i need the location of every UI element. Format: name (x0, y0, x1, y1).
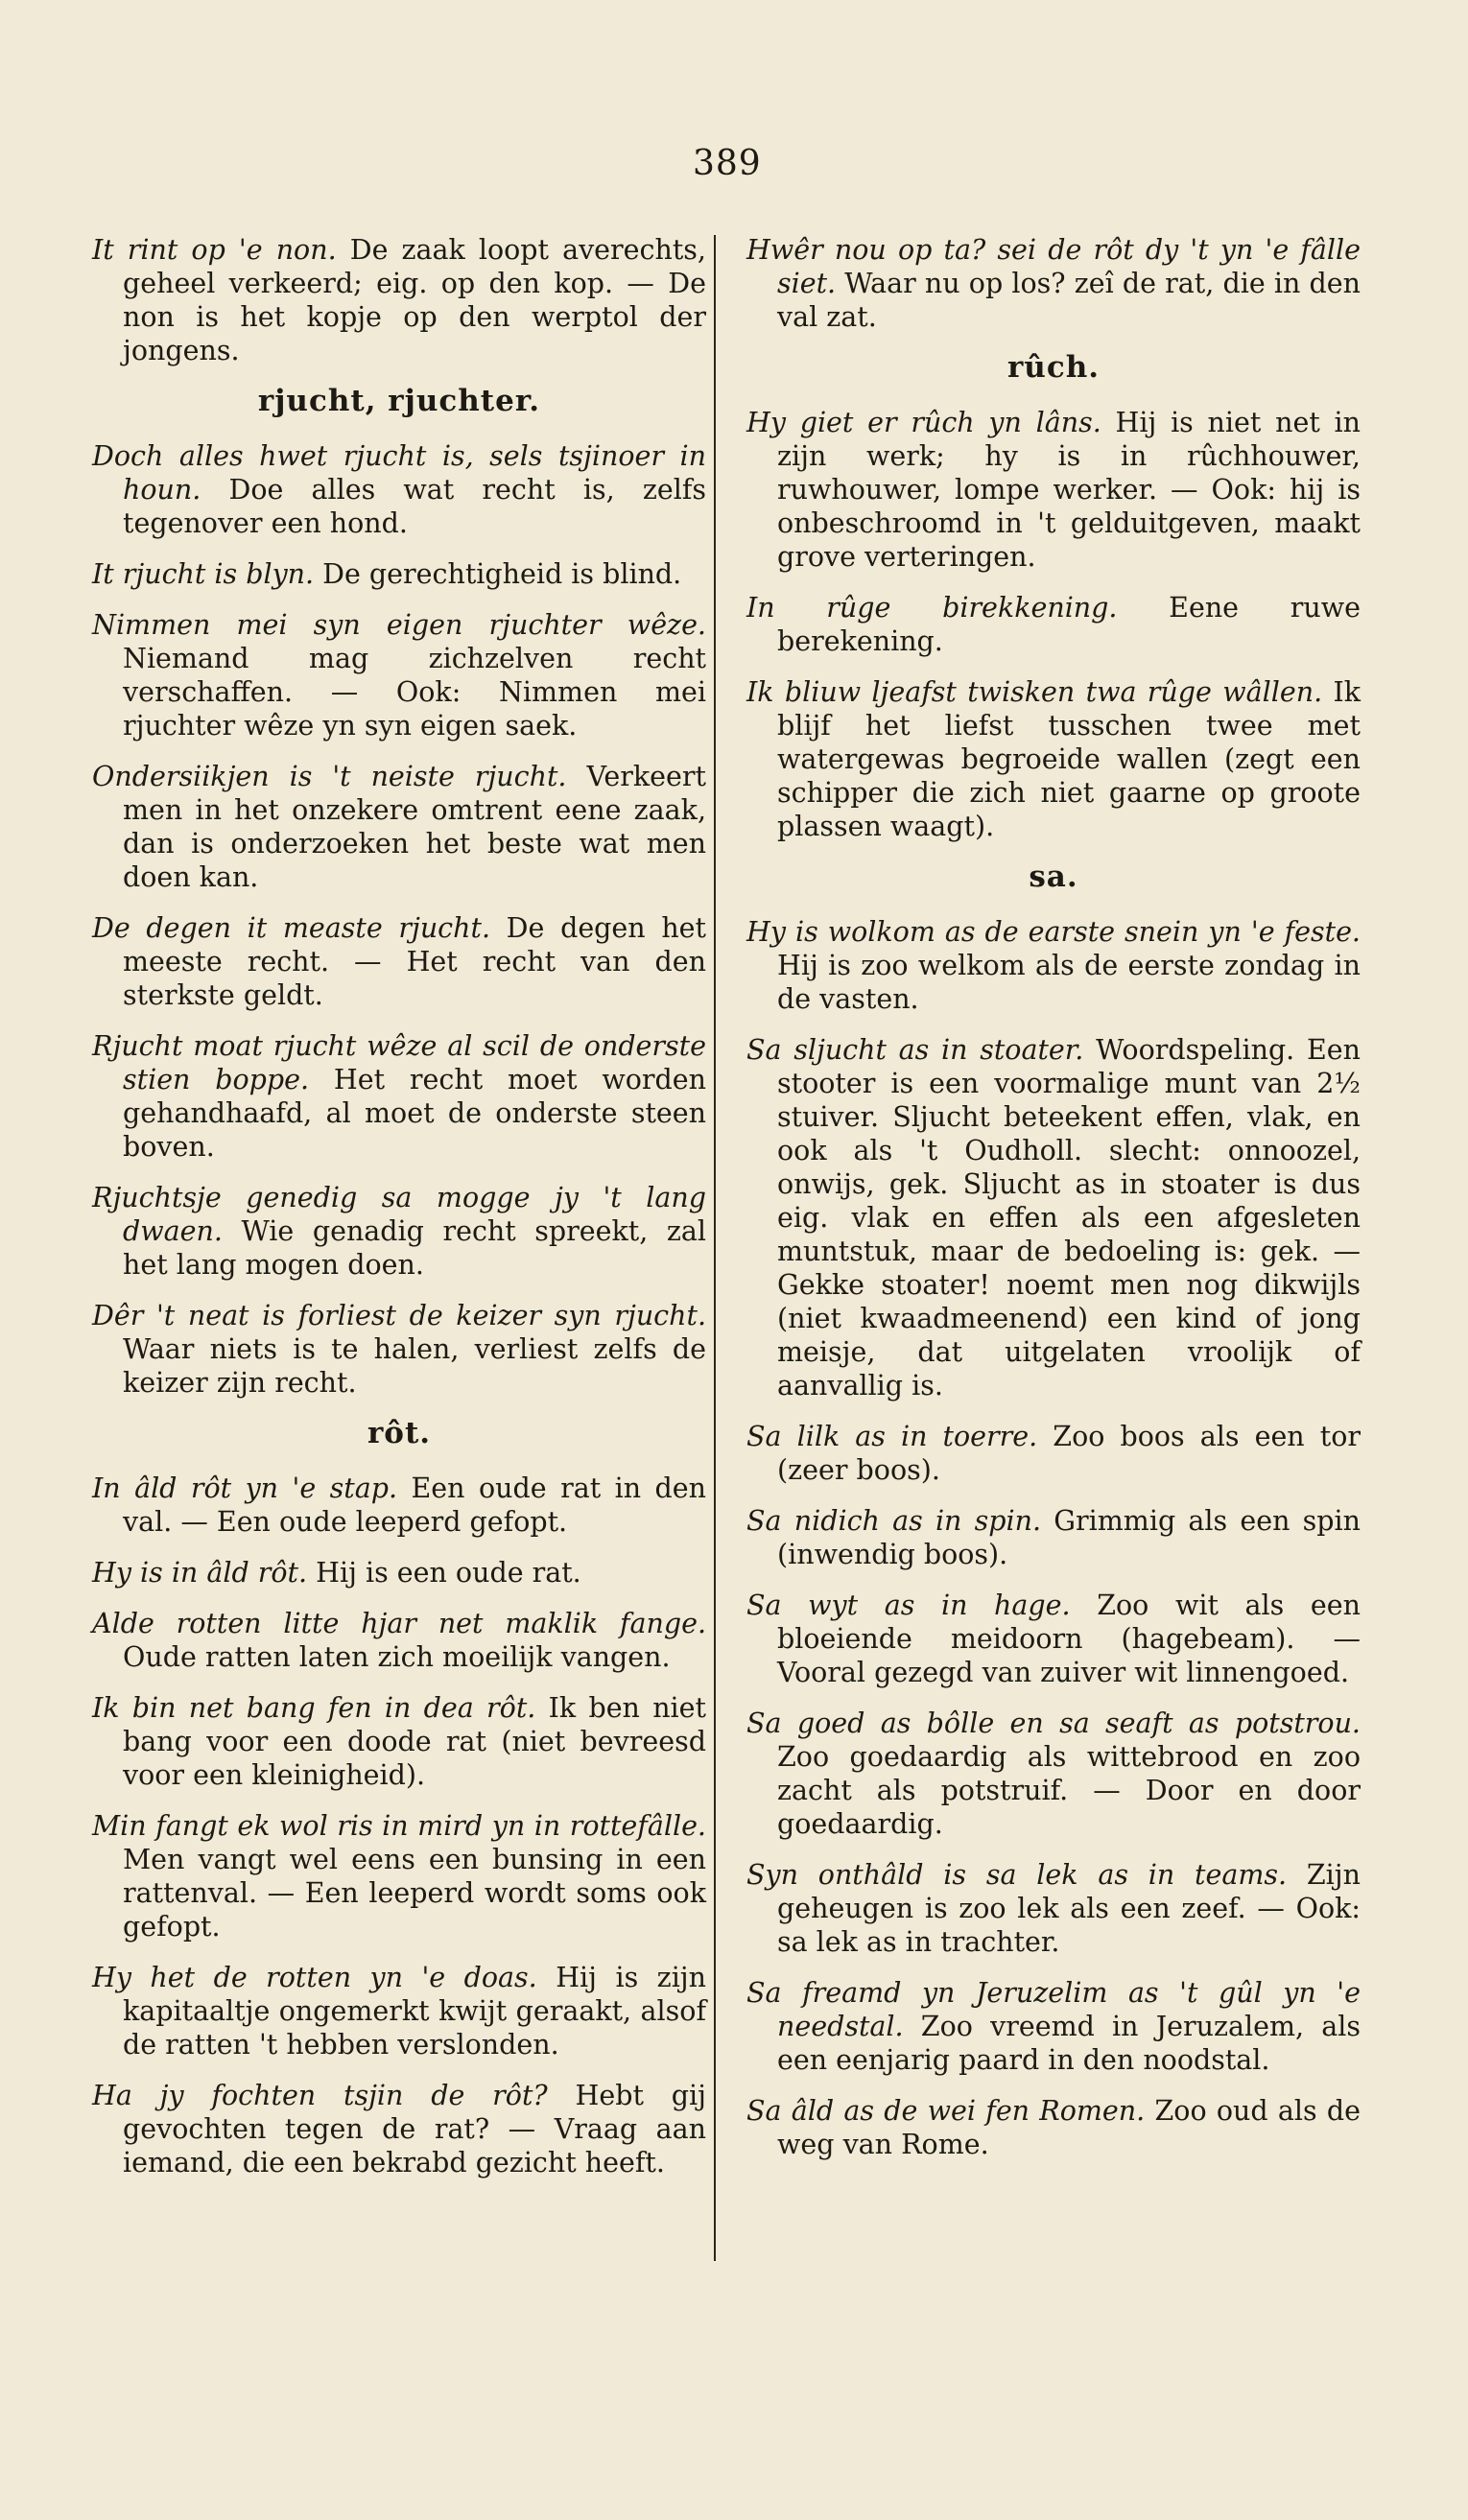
proverb-explanation: Hij is zijn kapitaaltje ongemerkt kwijt geraakt, alsof de ratten 't hebben verslonden. (123, 1962, 706, 2061)
proverb-phrase: In rûge birekkening. (746, 592, 1118, 624)
proverb-explanation: Hij is niet net in zijn werk; hy is in rûchhouwer, ruwhouwer, lompe werker. — Ook: hij is onbeschroomd in 't gelduitgeven, maakt grove verteringen. (777, 407, 1361, 573)
proverb-phrase: It rint op 'e non. (92, 234, 337, 266)
proverb-phrase: Ha jy fochten tsjin de rôt? (92, 2080, 548, 2111)
proverb-phrase: It rjucht is blyn. (92, 558, 315, 590)
proverb-entry (92, 1299, 706, 1400)
proverb-entry (746, 1976, 1361, 2077)
proverb-entry (92, 760, 706, 894)
proverb-entry (92, 233, 706, 367)
proverb-explanation: Eene ruwe berekening. (777, 592, 1361, 657)
proverb-phrase: De degen it measte rjucht. (92, 912, 491, 944)
proverb-entry (92, 1691, 706, 1792)
proverb-phrase: Sa wyt as in hage. (746, 1590, 1071, 1621)
proverb-explanation: Zoo oud als de weg van Rome. (777, 2095, 1361, 2160)
proverb-entry (746, 675, 1361, 843)
proverb-phrase: Sa âld as de wei fen Romen. (746, 2095, 1146, 2127)
proverb-phrase: Min fangt ek wol ris in mird yn in rottefâlle. (92, 1810, 706, 1842)
proverb-entry (746, 1420, 1361, 1487)
proverb-explanation: Waar nu op los? zeî de rat, die in den val zat. (777, 268, 1361, 333)
proverb-entry (746, 915, 1361, 1016)
proverb-explanation: Zijn geheugen is zoo lek als een zeef. — Ook: sa lek as in trachter. (777, 1859, 1361, 1958)
proverb-phrase: Hwêr nou op ta? sei de rôt dy 't yn 'e fâlle siet. (746, 234, 1361, 299)
section-heading: rôt. (367, 1416, 432, 1450)
proverb-phrase: Sa freamd yn Jeruzelim as 't gûl yn 'e needstal. (746, 1977, 1361, 2042)
proverb-entry (92, 911, 706, 1012)
proverb-entry (92, 557, 706, 591)
proverb-entry (92, 608, 706, 742)
proverb-phrase: Ondersiikjen is 't neiste rjucht. (92, 761, 567, 792)
proverb-entry (92, 1809, 706, 1943)
proverb-entry (92, 1029, 706, 1164)
proverb-explanation: Hebt gij gevochten tegen de rat? — Vraag aan iemand, die een bekrabd gezicht heeft. (123, 2080, 706, 2179)
left-column (92, 233, 706, 2197)
proverb-explanation: Wie genadig recht spreekt, zal het lang mogen doen. (123, 1215, 706, 1281)
proverb-explanation: Zoo goedaardig als wittebrood en zoo zacht als potstruif. — Door en door goedaardig. (777, 1741, 1361, 1840)
proverb-entry (746, 591, 1361, 658)
proverb-phrase: Sa nidich as in spin. (746, 1505, 1042, 1537)
proverb-explanation: Doe alles wat recht is, zelfs tegenover een hond. (123, 474, 706, 539)
proverb-phrase: Sa sljucht as in stoater. (746, 1034, 1084, 1066)
proverb-explanation: De degen het meeste recht. — Het recht van den sterkste geldt. (123, 912, 706, 1011)
proverb-phrase: Doch alles hwet rjucht is, sels tsjinoer in houn. (92, 440, 706, 506)
proverb-entry (92, 1961, 706, 2061)
proverb-phrase: Ik bliuw ljeafst twisken twa rûge wâllen. (746, 676, 1323, 708)
proverb-entry (746, 1504, 1361, 1571)
proverb-entry (92, 1181, 706, 1282)
proverb-phrase: Sa goed as bôlle en sa seaft as potstrou. (746, 1707, 1361, 1739)
proverb-phrase: Hy giet er rûch yn lâns. (746, 407, 1101, 438)
proverb-phrase: Sa lilk as in toerre. (746, 1421, 1038, 1452)
proverb-phrase: Hy is in âld rôt. (92, 1557, 308, 1589)
proverb-explanation: Een oude rat in den val. — Een oude leeperd gefopt. (123, 1472, 707, 1538)
proverb-explanation: Hij is een oude rat. (307, 1557, 581, 1589)
proverb-entry (92, 1607, 706, 1674)
proverb-entry (746, 1033, 1361, 1402)
proverb-explanation: Men vangt wel eens een bunsing in een rattenval. — Een leeperd wordt soms ook gefopt. (123, 1844, 706, 1943)
proverb-explanation: Verkeert men in het onzekere omtrent eene zaak, dan is onderzoeken het beste wat men doen kan. (123, 761, 706, 893)
proverb-explanation: De zaak loopt averechts, geheel verkeerd; eig. op den kop. — De non is het kopje op den werptol der jongens. (123, 234, 706, 366)
proverb-explanation: Hij is zoo welkom als de eerste zondag in de vasten. (777, 950, 1361, 1015)
proverb-explanation: Niemand mag zichzelven recht verschaffen. — Ook: Nimmen mei rjuchter wêze yn syn eigen saek. (123, 643, 706, 742)
proverb-entry (92, 1472, 706, 1539)
proverb-entry (746, 2094, 1361, 2161)
right-column (746, 233, 1361, 2179)
proverb-explanation: Het recht moet worden gehandhaafd, al moet de onderste steen boven. (123, 1064, 706, 1163)
proverb-entry (746, 1589, 1361, 1689)
proverb-phrase: Dêr 't neat is forliest de keizer syn rjucht. (92, 1300, 706, 1331)
proverb-entry (92, 439, 706, 540)
proverb-explanation: Waar niets is te halen, verliest zelfs de keizer zijn recht. (123, 1333, 706, 1399)
proverb-phrase: Nimmen mei syn eigen rjuchter wêze. (92, 609, 706, 641)
proverb-explanation: Ik ben niet bang voor een doode rat (niet bevreesd voor een kleinigheid). (123, 1692, 706, 1791)
section-heading: rjucht, rjuchter. (257, 384, 541, 418)
proverb-phrase: Rjuchtsje genedig sa mogge jy 't lang dwaen. (92, 1182, 706, 1247)
proverb-phrase: Ik bin net bang fen in dea rôt. (92, 1692, 536, 1724)
proverb-entry (746, 406, 1361, 574)
proverb-explanation: Grimmig als een spin (inwendig boos). (777, 1505, 1361, 1570)
proverb-explanation: Woordspeling. Een stooter is een voormalige munt van 2½ stuiver. Sljucht beteekent effen, vlak, en ook als 't Oudholl. slecht: onnoozel, onwijs, gek. Sljucht as in stoater is dus eig. vlak en effen als een afgesleten muntstuk, maar de bedoeling is: gek. — Gekke stoater! noemt men nog dikwijls (niet kwaadmeenend) een kind of jong meisje, dat uitgelaten vroolijk of aanvallig is. (777, 1034, 1361, 1401)
section-heading: rûch. (1006, 350, 1101, 385)
proverb-phrase: In âld rôt yn 'e stap. (92, 1472, 398, 1504)
proverb-explanation: Ik blijf het liefst tusschen twee met watergewas begroeide wallen (zegt een schipper die zich niet gaarne op groote plassen waagt). (777, 676, 1361, 842)
proverb-phrase: Rjucht moat rjucht wêze al scil de onderste stien boppe. (92, 1030, 706, 1095)
proverb-phrase: Hy het de rotten yn 'e doas. (92, 1962, 537, 1993)
proverb-explanation: Zoo wit als een bloeiende meidoorn (hagebeam). — Vooral gezegd van zuiver wit linnengoed. (777, 1590, 1361, 1688)
page-number: 389 (693, 144, 762, 183)
proverb-entry (746, 1707, 1361, 1841)
proverb-phrase: Syn onthâld is sa lek as in teams. (746, 1859, 1288, 1891)
proverb-explanation: Zoo boos als een tor (zeer boos). (777, 1421, 1361, 1486)
proverb-phrase: Alde rotten litte hjar net maklik fange. (92, 1608, 706, 1639)
proverb-entry (746, 233, 1361, 334)
proverb-entry (92, 2079, 706, 2179)
proverb-entry (92, 1556, 706, 1590)
column-divider (714, 235, 716, 2261)
proverb-phrase: Hy is wolkom as de earste snein yn 'e feste. (746, 916, 1361, 948)
proverb-explanation: Zoo vreemd in Jeruzalem, als een eenjarig paard in den noodstal. (777, 2011, 1361, 2076)
proverb-explanation: Oude ratten laten zich moeilijk vangen. (123, 1641, 671, 1673)
proverb-explanation: De gerechtigheid is blind. (314, 558, 682, 590)
proverb-entry (746, 1858, 1361, 1959)
section-heading: sa. (1029, 860, 1078, 894)
